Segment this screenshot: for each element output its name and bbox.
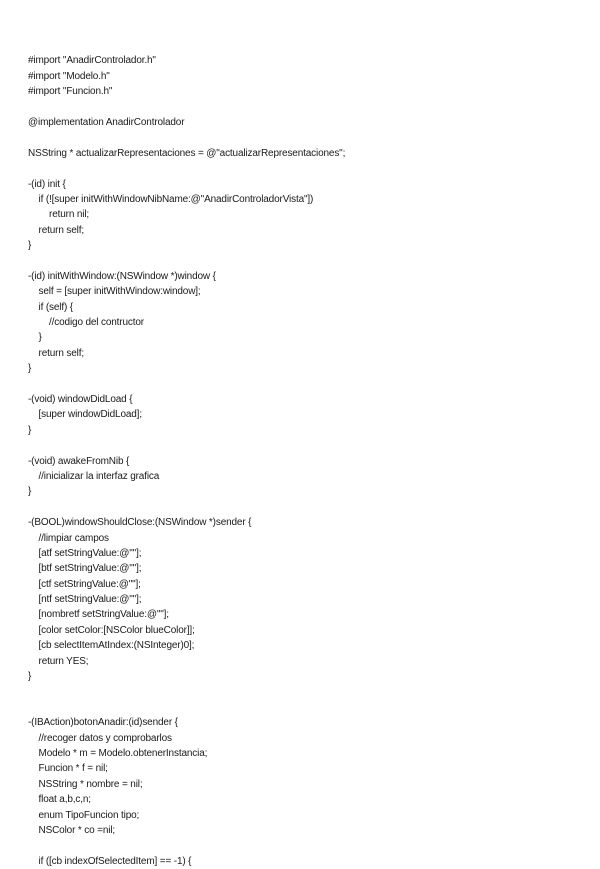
- code-line: [28, 377, 588, 392]
- code-line: enum TipoFuncion tipo;: [28, 809, 140, 821]
- code-line: -(IBAction)botonAnadir:(id)sender {: [28, 717, 178, 729]
- code-line: }: [28, 332, 42, 344]
- code-line: [28, 100, 588, 115]
- code-line: return nil;: [28, 209, 90, 221]
- code-line: #import "AnadirControlador.h": [28, 55, 156, 67]
- code-line: [28, 838, 588, 853]
- code-line: [28, 684, 588, 699]
- code-line: -(BOOL)windowShouldClose:(NSWindow *)sender {: [28, 517, 252, 529]
- code-line: @implementation AnadirControlador: [28, 116, 185, 128]
- code-line: [atf setStringValue:@""];: [28, 547, 142, 559]
- code-line: [28, 253, 588, 268]
- code-line: [color setColor:[NSColor blueColor]];: [28, 624, 195, 636]
- code-line: [28, 130, 588, 145]
- code-line: //codigo del contructor: [28, 317, 144, 329]
- code-line: if (![super initWithWindowNibName:@"AnadirControladorVista"]): [28, 193, 314, 205]
- code-line: [cb selectItemAtIndex:(NSInteger)0];: [28, 640, 195, 652]
- code-line: [28, 438, 588, 453]
- code-line: if (self) {: [28, 301, 73, 313]
- code-line: [super windowDidLoad];: [28, 409, 142, 421]
- code-line: NSString * nombre = nil;: [28, 778, 143, 790]
- code-line: return self;: [28, 224, 84, 236]
- code-line: //recoger datos y comprobarlos: [28, 732, 172, 744]
- code-line: //inicializar la interfaz grafica: [28, 470, 160, 482]
- code-line: -(id) initWithWindow:(NSWindow *)window {: [28, 270, 216, 282]
- code-line: }: [28, 240, 32, 252]
- code-line: }: [28, 424, 32, 436]
- code-line: #import "Modelo.h": [28, 70, 110, 82]
- code-line: }: [28, 363, 32, 375]
- code-line: Modelo * m = Modelo.obtenerInstancia;: [28, 747, 208, 759]
- code-line: NSColor * co =nil;: [28, 824, 116, 836]
- code-line: self = [super initWithWindow:window];: [28, 286, 201, 298]
- code-line: }: [28, 671, 32, 683]
- code-line: -(void) awakeFromNib {: [28, 455, 130, 467]
- code-line: [28, 161, 588, 176]
- code-line: return YES;: [28, 655, 89, 667]
- source-code-block: [28, 38, 588, 869]
- code-line: -(void) windowDidLoad {: [28, 393, 133, 405]
- code-line: Funcion * f = nil;: [28, 763, 108, 775]
- code-line: NSString * actualizarRepresentaciones = @"actualizarRepresentaciones";: [28, 147, 346, 159]
- code-line: return self;: [28, 347, 84, 359]
- code-line: [28, 700, 588, 715]
- code-line: [nombretf setStringValue:@""];: [28, 609, 169, 621]
- code-line: [ctf setStringValue:@""];: [28, 578, 141, 590]
- code-line: if ([cb indexOfSelectedItem] == -1) {: [28, 855, 192, 867]
- code-line: -(id) init {: [28, 178, 66, 190]
- code-line: }: [28, 486, 32, 498]
- code-line: [28, 500, 588, 515]
- code-line: [btf setStringValue:@""];: [28, 563, 142, 575]
- code-line: //limpiar campos: [28, 532, 109, 544]
- code-line: [ntf setStringValue:@""];: [28, 594, 142, 606]
- code-line: #import "Funcion.h": [28, 86, 113, 98]
- code-line: [28, 38, 588, 53]
- code-line: float a,b,c,n;: [28, 794, 91, 806]
